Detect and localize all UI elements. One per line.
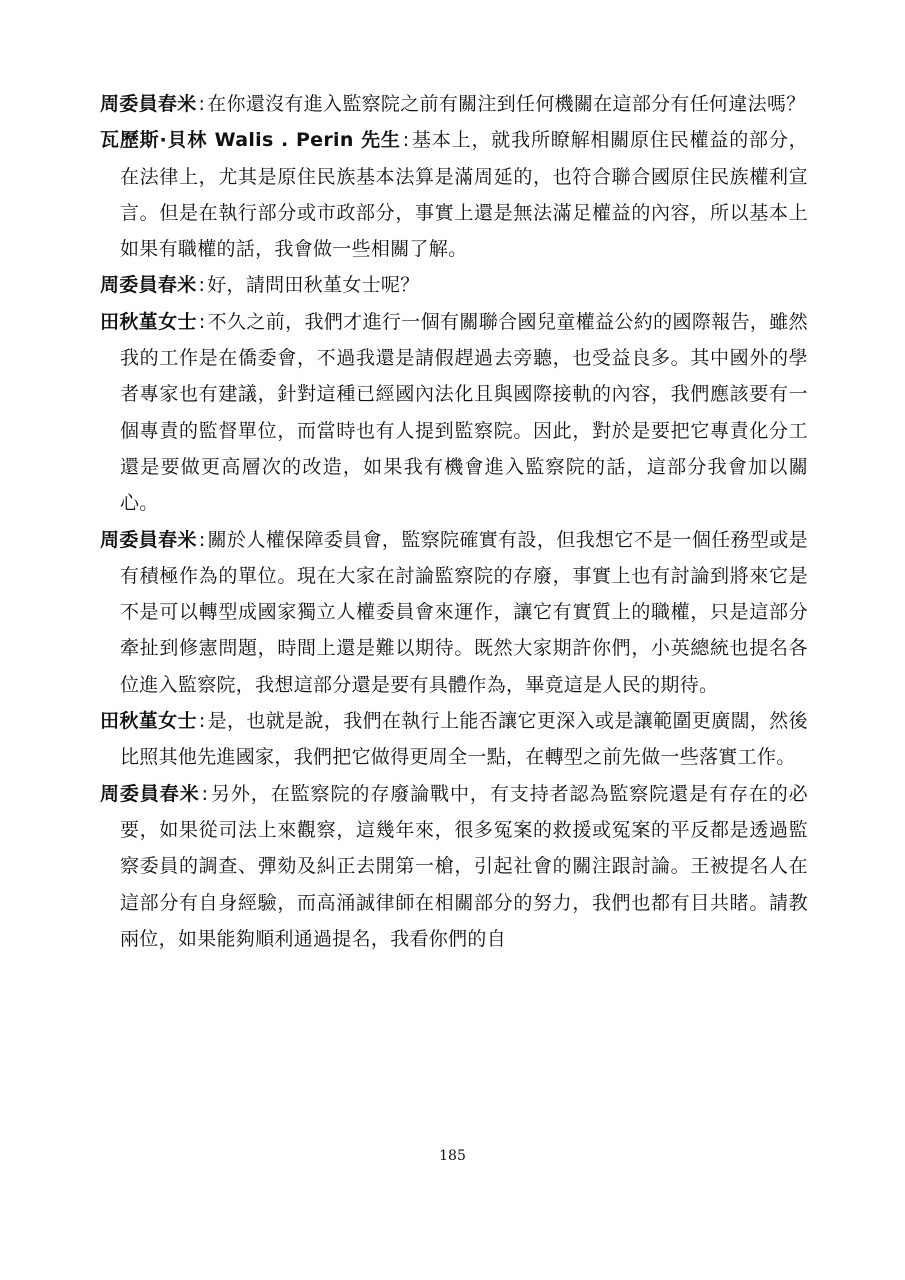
speaker-name: 瓦歷斯·貝林 Walis . Perin 先生 (100, 129, 401, 152)
speaker-name: 田秋堇女士 (100, 710, 197, 733)
transcript-entry (100, 522, 808, 703)
speaker-separator: : (198, 93, 206, 115)
speech-text: 關於人權保障委員會，監察院確實有設，但我想它不是一個任務型或是有積極作為的單位。現在大家在討論監察院的存廢，事實上也有討論到將來它是不是可以轉型成國家獨立人權委員會來運作，讓它有實質上的職權，只是這部分牽扯到修憲問題，時間上還是難以期待。既然大家期許你們，小英總統也提名各位進入監察院，我想這部分還是要有具體作為，畢竟這是人民的期待。 (120, 528, 808, 696)
transcript-entry (100, 122, 808, 267)
speaker-separator: : (402, 129, 410, 152)
transcript-entry (100, 86, 808, 122)
speaker-name: 周委員春米 (100, 782, 200, 805)
speaker-name: 周委員春米 (100, 528, 197, 551)
speaker-separator: : (198, 274, 206, 297)
transcript-body (100, 86, 808, 957)
speaker-name: 周委員春米 (100, 93, 197, 115)
speech-text: 不久之前，我們才進行一個有關聯合國兒童權益公約的國際報告，雖然我的工作是在僑委會，不過我還是請假趕過去旁聽，也受益良多。其中國外的學者專家也有建議，針對這種已經國內法化且與國際接軌的內容，我們應該要有一個專責的監督單位，而當時也有人提到監察院。因此，對於是要把它專責化分工還是要做更高層次的改造，如果我有機會進入監察院的話，這部分我會加以關心。 (120, 310, 808, 515)
speech-text: 是，也就是說，我們在執行上能否讓它更深入或是讓範圍更廣闊，然後比照其他先進國家，我們把它做得更周全一點，在轉型之前先做一些落實工作。 (120, 710, 808, 769)
transcript-entry (100, 776, 808, 957)
speaker-name: 周委員春米 (100, 274, 197, 297)
transcript-entry (100, 267, 808, 303)
speaker-separator: : (198, 528, 206, 551)
page-number: 185 (439, 1148, 466, 1164)
transcript-entry (100, 703, 808, 776)
speech-text: 好，請問田秋堇女士呢？ (207, 274, 420, 297)
speech-text: 另外，在監察院的存廢論戰中，有支持者認為監察院還是有存在的必要，如果從司法上來觀察，這幾年來，很多冤案的救援或冤案的平反都是透過監察委員的調查、彈劾及糾正去開第一槍，引起社會的關注跟討論。王被提名人在這部分有自身經驗，而高涌誠律師在相關部分的努力，我們也都有目共睹。請教兩位，如果能夠順利通過提名，我看你們的自 (120, 782, 808, 950)
speech-text: 在你還沒有進入監察院之前有關注到任何機關在這部分有任何違法嗎？ (207, 93, 806, 115)
speaker-name: 田秋堇女士 (100, 310, 197, 333)
speaker-separator: : (198, 710, 206, 733)
transcript-entry (100, 304, 808, 522)
speaker-separator: : (201, 782, 209, 805)
speech-text: 基本上，就我所瞭解相關原住民權益的部分，在法律上，尤其是原住民族基本法算是滿周延的，也符合聯合國原住民族權利宣言。但是在執行部分或市政部分，事實上還是無法滿足權益的內容，所以基本上如果有職權的話，我會做一些相關了解。 (120, 129, 808, 261)
speaker-separator: : (198, 310, 206, 333)
